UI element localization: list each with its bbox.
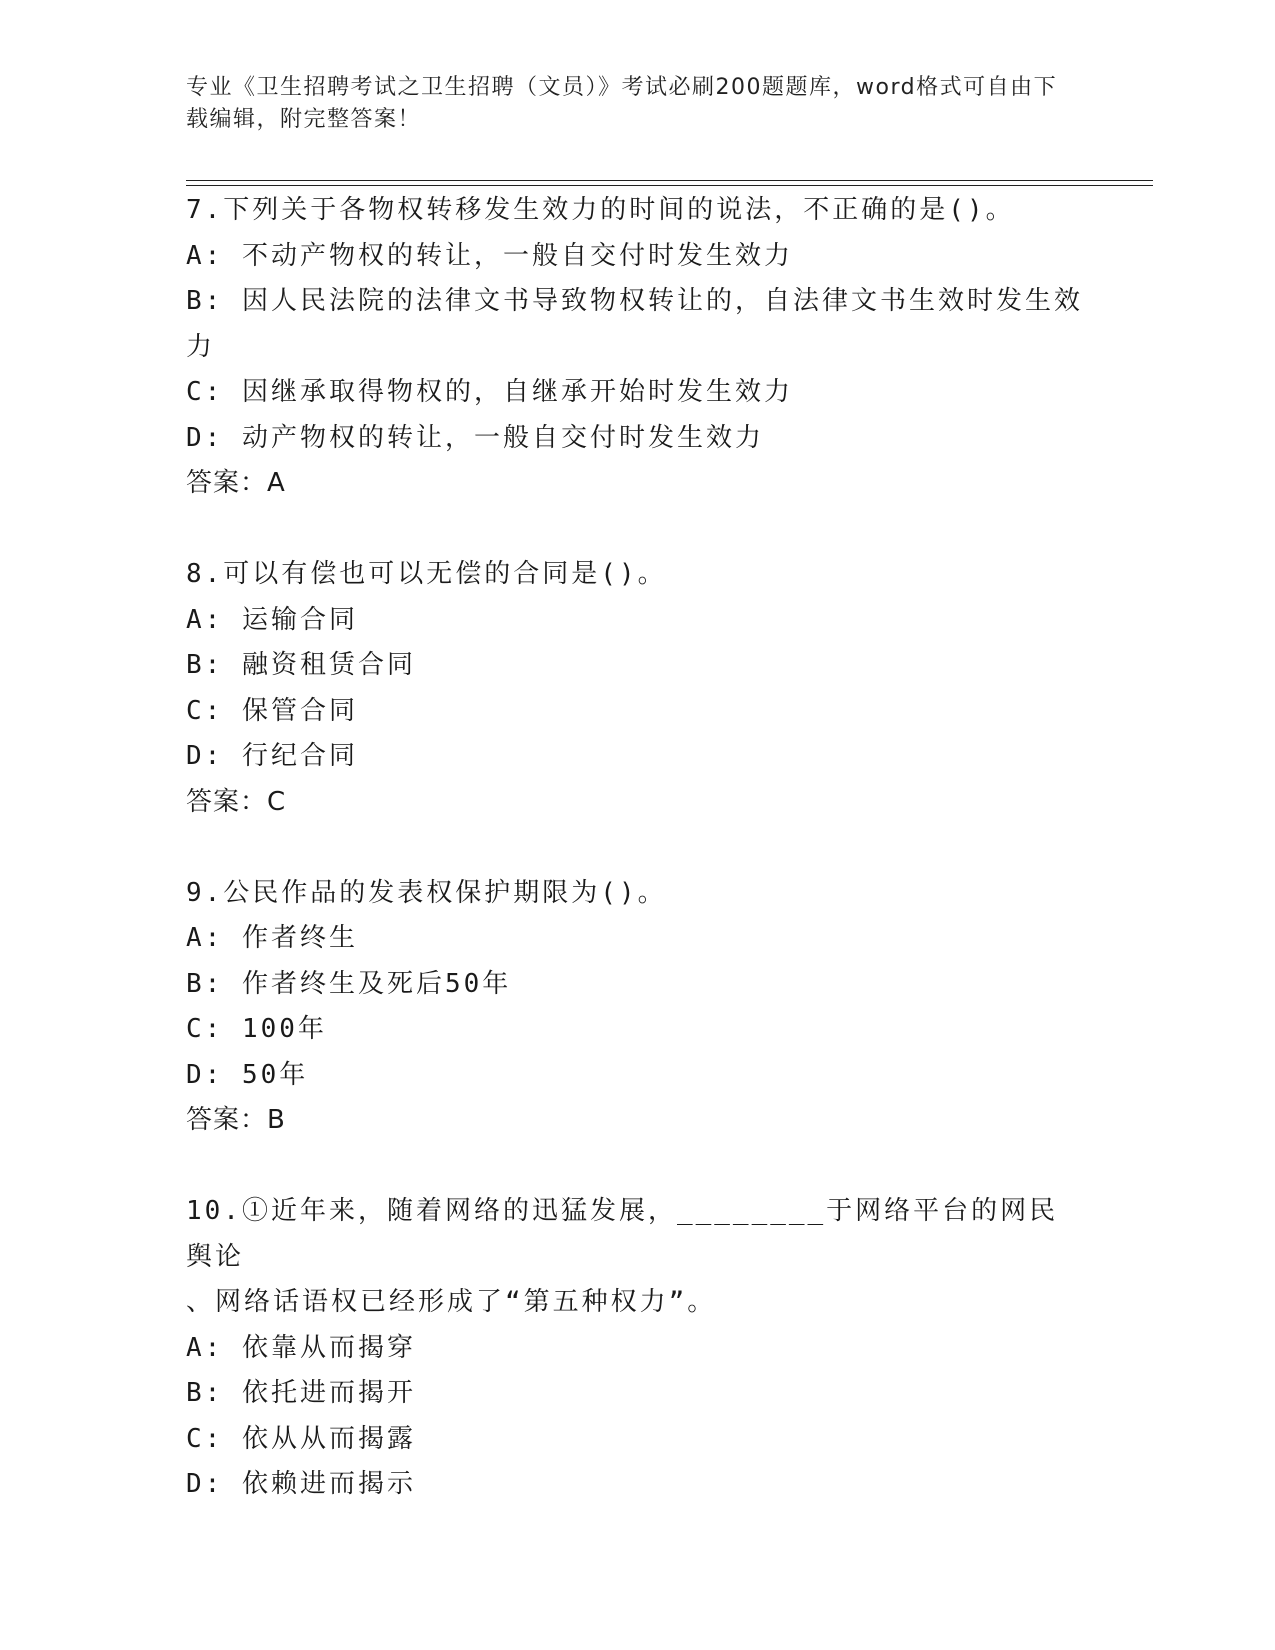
option-a: A: 依靠从而揭穿 xyxy=(186,1332,416,1363)
spacer xyxy=(186,507,1086,553)
option-c: C: 依从从而揭露 xyxy=(186,1423,416,1454)
option-a: A: 不动产物权的转让，一般自交付时发生效力 xyxy=(186,240,793,271)
answer-label: 答案：A xyxy=(186,468,286,498)
question-block xyxy=(186,188,1086,552)
option-b: B: 融资租赁合同 xyxy=(186,650,416,680)
question-block xyxy=(186,871,1086,1190)
header-rule-bottom xyxy=(186,185,1153,186)
spacer xyxy=(186,1144,1086,1190)
document-header: 专业《卫生招聘考试之卫生招聘（文员）》考试必刷200题题库，word格式可自由下载编辑，附完整答案！ xyxy=(186,75,1058,132)
option-c: C: 100年 xyxy=(186,1014,327,1044)
option-b: B: 因人民法院的法律文书导致物权转让的，自法律文书生效时发生效 xyxy=(186,286,1083,316)
answer-label: 答案：B xyxy=(186,1105,286,1135)
option-d: D: 50年 xyxy=(186,1059,309,1090)
question-block xyxy=(186,552,1086,871)
question-list xyxy=(186,188,1086,1508)
option-d: D: 依赖进而揭示 xyxy=(186,1469,416,1499)
option-a: A: 运输合同 xyxy=(186,604,358,635)
question-block xyxy=(186,1189,1086,1508)
option-c: C: 保管合同 xyxy=(186,695,358,726)
question-stem-continued: 、网络话语权已经形成了“第五种权力”。 xyxy=(186,1287,717,1317)
question-stem: 7.下列关于各物权转移发生效力的时间的说法，不正确的是()。 xyxy=(186,195,1015,225)
answer-label: 答案：C xyxy=(186,786,287,817)
option-d: D: 动产物权的转让，一般自交付时发生效力 xyxy=(186,422,764,453)
question-stem: 8.可以有偿也可以无偿的合同是()。 xyxy=(186,559,667,589)
option-a: A: 作者终生 xyxy=(186,923,358,953)
question-stem: 9.公民作品的发表权保护期限为()。 xyxy=(186,877,667,908)
option-d: D: 行纪合同 xyxy=(186,741,358,771)
option-b: B: 作者终生及死后50年 xyxy=(186,968,512,999)
spacer xyxy=(186,825,1086,871)
option-c: C: 因继承取得物权的，自继承开始时发生效力 xyxy=(186,377,793,407)
question-stem: 10.①近年来，随着网络的迅猛发展，________于网络平台的网民舆论 xyxy=(186,1196,1059,1272)
option-b: B: 依托进而揭开 xyxy=(186,1378,416,1408)
option-b-continued: 力 xyxy=(186,331,216,362)
header-rule-top xyxy=(186,180,1153,181)
